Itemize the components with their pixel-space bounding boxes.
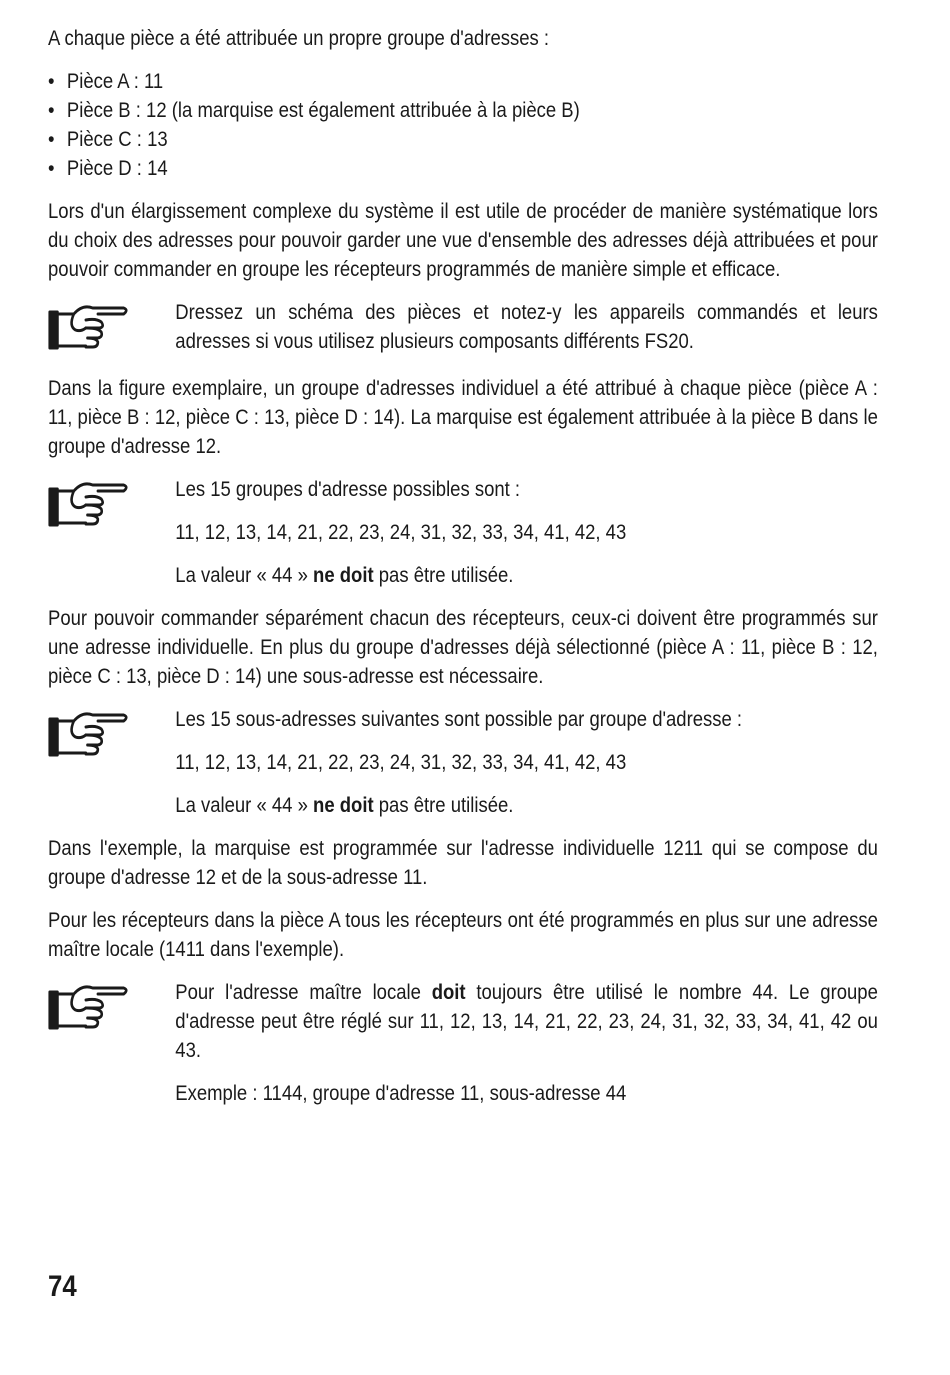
paragraph-extension: Lors d'un élargissement complexe du système il est utile de procéder de manière systématique lors du choix des adresses pour pouvoir garder une vue d'ensemble des adresses déjà attribuées et pour pouvoir commander en groupe les récepteurs programmés de manière simple et efficace. bbox=[48, 199, 878, 281]
intro-text: A chaque pièce a été attribuée un propre groupe d'adresses : bbox=[48, 26, 550, 50]
page-number: 74 bbox=[48, 1270, 77, 1303]
bullet: • bbox=[48, 98, 55, 122]
list-item: • Pièce C : 13 bbox=[48, 125, 878, 154]
note-text: Dressez un schéma des pièces et notez-y les appareils commandés et leurs adresses si vous utilisez plusieurs composants différents FS20. bbox=[175, 300, 878, 353]
note-values: 11, 12, 13, 14, 21, 22, 23, 24, 31, 32, 33, 34, 41, 42, 43 bbox=[175, 520, 627, 544]
bullet: • bbox=[48, 69, 55, 93]
list-item: • Pièce A : 11 bbox=[48, 67, 878, 96]
page-content bbox=[48, 24, 878, 1122]
note-text: Les 15 sous-adresses suivantes sont possible par groupe d'adresse : bbox=[175, 707, 743, 731]
paragraph-figure: Dans la figure exemplaire, un groupe d'adresses individuel a été attribué à chaque pièce (pièce A : 11, pièce B : 12, pièce C : 13, pièce D : 14). La marquise est également attribuée à la pièce B dans le groupe d'adresse 12. bbox=[48, 376, 878, 458]
paragraph-master: Pour les récepteurs dans la pièce A tous les récepteurs ont été programmés en plus sur une adresse maître locale (1411 dans l'exemple). bbox=[48, 908, 878, 961]
note-sub-addresses bbox=[48, 705, 878, 820]
note-master-address bbox=[48, 978, 878, 1108]
note-example: Exemple : 1144, groupe d'adresse 11, sous-adresse 44 bbox=[175, 1081, 627, 1105]
note-text: Les 15 groupes d'adresse possibles sont : bbox=[175, 477, 521, 501]
pointing-hand-icon bbox=[48, 705, 175, 820]
paragraph-separate: Pour pouvoir commander séparément chacun des récepteurs, ceux-ci doivent être programmés sur une adresse individuelle. En plus du groupe d'adresses déjà sélectionné (pièce A : 11, pièce B : 12, pièce C : 13, pièce D : 14) une sous-adresse est nécessaire. bbox=[48, 606, 878, 688]
pointing-hand-icon bbox=[48, 298, 175, 360]
note-warning: La valeur « 44 » ne doit pas être utilisée. bbox=[175, 563, 514, 587]
note-text: Pour l'adresse maître locale doit toujours être utilisé le nombre 44. Le groupe d'adresse peut être réglé sur 11, 12, 13, 14, 21, 22, 23, 24, 31, 32, 33, 34, 41, 42 ou 43. bbox=[175, 980, 878, 1062]
paragraph-example: Dans l'exemple, la marquise est programmée sur l'adresse individuelle 1211 qui se compose du groupe d'adresse 12 et de la sous-adresse 11. bbox=[48, 836, 878, 889]
pointing-hand-icon bbox=[48, 978, 175, 1108]
note-warning: La valeur « 44 » ne doit pas être utilisée. bbox=[175, 793, 514, 817]
pointing-hand-icon bbox=[48, 475, 175, 590]
list-item: • Pièce D : 14 bbox=[48, 154, 878, 183]
room-list bbox=[48, 67, 878, 183]
note-values: 11, 12, 13, 14, 21, 22, 23, 24, 31, 32, 33, 34, 41, 42, 43 bbox=[175, 750, 627, 774]
note-address-groups bbox=[48, 475, 878, 590]
bullet: • bbox=[48, 156, 55, 180]
note-schema bbox=[48, 298, 878, 360]
bullet: • bbox=[48, 127, 55, 151]
list-item: • Pièce B : 12 (la marquise est également attribuée à la pièce B) bbox=[48, 96, 878, 125]
